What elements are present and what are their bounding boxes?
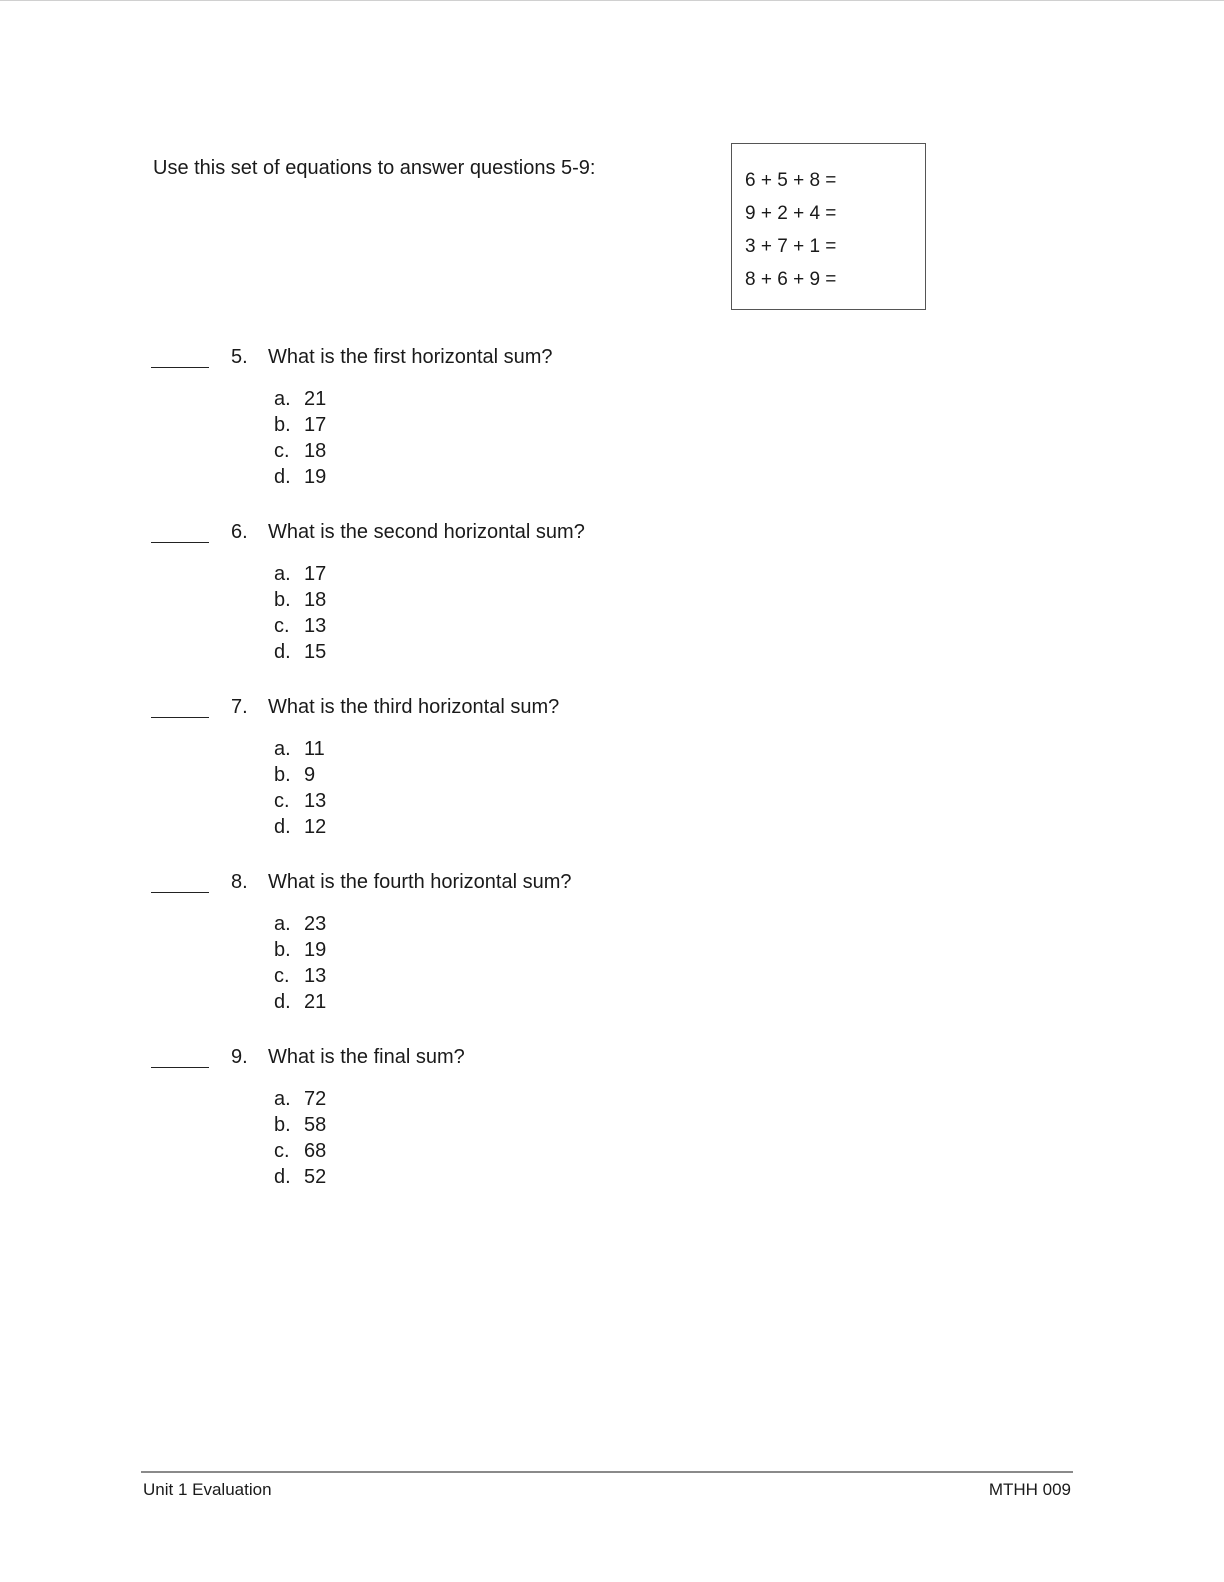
- option-a: a. 17: [274, 563, 327, 585]
- option-b: b. 18: [274, 589, 327, 611]
- question-number: 8.: [231, 871, 248, 893]
- equations-box: [731, 143, 926, 310]
- footer-divider: [141, 1471, 1073, 1473]
- option-a: a. 21: [274, 388, 327, 410]
- equation-3: 3 + 7 + 1 =: [745, 236, 837, 257]
- equation-2: 9 + 2 + 4 =: [745, 203, 837, 224]
- options-list: [274, 911, 326, 1015]
- answer-blank-8[interactable]: [151, 892, 209, 893]
- option-c: c. 13: [274, 965, 327, 987]
- question-7: [0, 695, 1224, 865]
- option-c: c. 68: [274, 1140, 327, 1162]
- question-9: [0, 1045, 1224, 1215]
- question-number: 6.: [231, 521, 248, 543]
- options-list: [274, 561, 326, 665]
- option-a: a. 72: [274, 1088, 327, 1110]
- option-d: d. 21: [274, 991, 327, 1013]
- option-b: b. 19: [274, 939, 327, 961]
- footer-course-code: MTHH 009: [988, 1480, 1071, 1499]
- question-text: What is the fourth horizontal sum?: [268, 871, 572, 893]
- answer-blank-6[interactable]: [151, 542, 209, 543]
- options-list: [274, 386, 326, 490]
- options-list: [274, 736, 326, 840]
- option-d: d. 19: [274, 466, 327, 488]
- option-c: c. 18: [274, 440, 327, 462]
- question-6: [0, 520, 1224, 690]
- question-text: What is the final sum?: [268, 1046, 465, 1068]
- option-c: c. 13: [274, 615, 327, 637]
- question-number: 7.: [231, 696, 248, 718]
- question-text: What is the first horizontal sum?: [268, 346, 553, 368]
- option-d: d. 12: [274, 816, 327, 838]
- answer-blank-9[interactable]: [151, 1067, 209, 1068]
- question-text: What is the third horizontal sum?: [268, 696, 560, 718]
- equation-1: 6 + 5 + 8 =: [745, 170, 837, 191]
- question-number: 5.: [231, 346, 248, 368]
- option-d: d. 15: [274, 641, 327, 663]
- question-text: What is the second horizontal sum?: [268, 521, 585, 543]
- question-5: [0, 345, 1224, 515]
- question-8: [0, 870, 1224, 1040]
- instruction-text: Use this set of equations to answer questions 5-9:: [153, 157, 596, 179]
- option-b: b. 17: [274, 414, 327, 436]
- option-d: d. 52: [274, 1166, 327, 1188]
- answer-blank-7[interactable]: [151, 717, 209, 718]
- equation-4: 8 + 6 + 9 =: [745, 269, 837, 290]
- question-number: 9.: [231, 1046, 248, 1068]
- answer-blank-5[interactable]: [151, 367, 209, 368]
- option-a: a. 23: [274, 913, 327, 935]
- option-b: b. 9: [274, 764, 316, 786]
- option-b: b. 58: [274, 1114, 327, 1136]
- option-a: a. 11: [274, 738, 325, 760]
- options-list: [274, 1086, 326, 1190]
- footer-unit-title: Unit 1 Evaluation: [143, 1480, 272, 1499]
- page-top-border: [0, 0, 1224, 1]
- option-c: c. 13: [274, 790, 327, 812]
